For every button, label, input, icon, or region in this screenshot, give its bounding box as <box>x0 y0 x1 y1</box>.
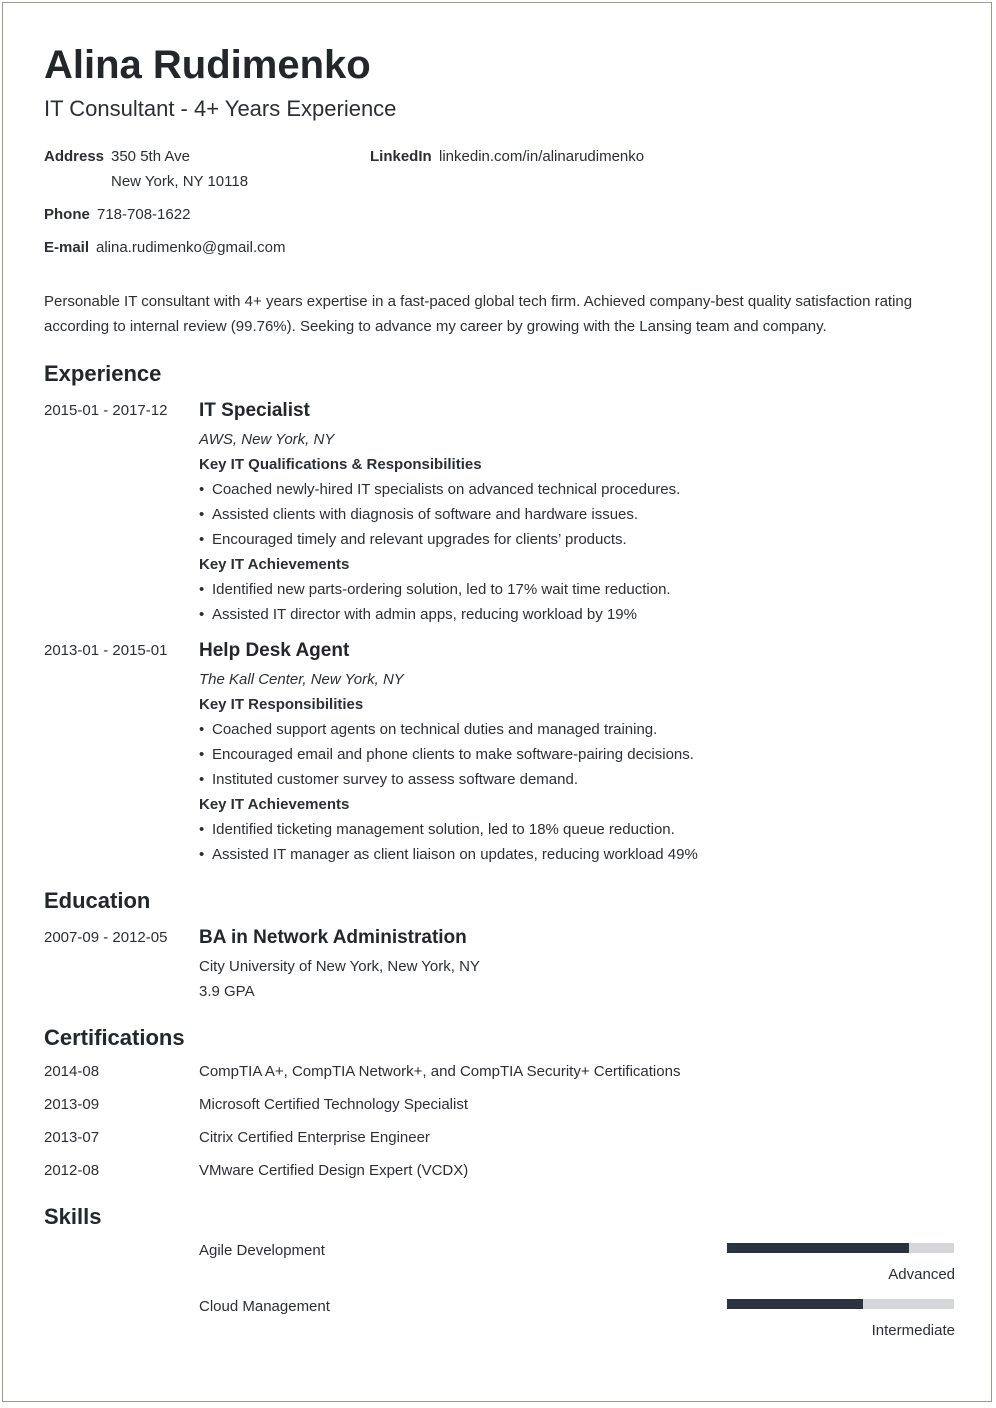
address-label: Address <box>44 148 105 165</box>
job-dates: 2015-01 - 2017-12 <box>44 402 168 419</box>
skill-name: Cloud Management <box>199 1298 330 1315</box>
gpa: 3.9 GPA <box>199 983 255 1000</box>
resume-page <box>2 2 992 1402</box>
email-link[interactable]: alina.rudimenko@gmail.com <box>96 239 286 256</box>
list-item: • Identified new parts-ordering solution, led to 17% wait time reduction. <box>199 581 671 598</box>
skills-heading: Skills <box>44 1204 102 1229</box>
job-dates: 2013-01 - 2015-01 <box>44 642 168 659</box>
skill-level-label: Intermediate <box>871 1322 955 1339</box>
list-item: • Encouraged email and phone clients to make software-pairing decisions. <box>199 746 694 763</box>
candidate-name: Alina Rudimenko <box>44 43 371 87</box>
job-company: AWS, New York, NY <box>199 431 335 448</box>
cert-name: Citrix Certified Enterprise Engineer <box>199 1129 430 1146</box>
cert-name: CompTIA A+, CompTIA Network+, and CompTIA Security+ Certifications <box>199 1063 681 1080</box>
list-item: • Assisted IT director with admin apps, reducing workload by 19% <box>199 606 637 623</box>
email-label: E-mail <box>44 239 90 256</box>
linkedin-label: LinkedIn <box>370 148 432 165</box>
skill-level-bar <box>727 1243 954 1253</box>
cert-date: 2014-08 <box>44 1063 100 1080</box>
education-heading: Education <box>44 888 151 913</box>
job-subheading: Key IT Qualifications & Responsibilities <box>199 456 482 473</box>
certifications-heading: Certifications <box>44 1025 185 1050</box>
candidate-title: IT Consultant - 4+ Years Experience <box>44 96 397 121</box>
list-item: • Coached newly-hired IT specialists on advanced technical procedures. <box>199 481 681 498</box>
phone-value: 718-708-1622 <box>97 206 191 223</box>
list-item: • Encouraged timely and relevant upgrades for clients’ products. <box>199 531 627 548</box>
school-name: City University of New York, New York, NY <box>199 958 480 975</box>
education-dates: 2007-09 - 2012-05 <box>44 929 168 946</box>
cert-date: 2013-07 <box>44 1129 100 1146</box>
job-title: Help Desk Agent <box>199 640 350 661</box>
job-company: The Kall Center, New York, NY <box>199 671 404 688</box>
cert-name: Microsoft Certified Technology Specialist <box>199 1096 469 1113</box>
phone-label: Phone <box>44 206 90 223</box>
job-title: IT Specialist <box>199 400 310 421</box>
list-item: • Assisted IT manager as client liaison on updates, reducing workload 49% <box>199 846 698 863</box>
skill-level-fill <box>727 1299 863 1309</box>
list-item: • Assisted clients with diagnosis of software and hardware issues. <box>199 506 639 523</box>
cert-date: 2012-08 <box>44 1162 100 1179</box>
skill-level-label: Advanced <box>888 1266 955 1283</box>
list-item: • Instituted customer survey to assess software demand. <box>199 771 578 788</box>
cert-date: 2013-09 <box>44 1096 100 1113</box>
cert-name: VMware Certified Design Expert (VCDX) <box>199 1162 469 1179</box>
address-line1: 350 5th Ave <box>111 148 190 165</box>
list-item: • Identified ticketing management solution, led to 18% queue reduction. <box>199 821 675 838</box>
job-subheading: Key IT Achievements <box>199 556 350 573</box>
skill-name: Agile Development <box>199 1242 325 1259</box>
profile-summary: Personable IT consultant with 4+ years expertise in a fast-paced global tech firm. Achieved company-best quality satisfaction rating according to internal review (99.76%). Seeking to advance my career by growing with the Lansing team and company. <box>44 293 913 335</box>
skill-level-bar <box>727 1299 954 1309</box>
linkedin-link[interactable]: linkedin.com/in/alinarudimenko <box>439 148 645 165</box>
job-subheading: Key IT Achievements <box>199 796 350 813</box>
job-subheading: Key IT Responsibilities <box>199 696 364 713</box>
list-item: • Coached support agents on technical duties and managed training. <box>199 721 658 738</box>
skill-level-fill <box>727 1243 909 1253</box>
degree-title: BA in Network Administration <box>199 927 467 948</box>
experience-heading: Experience <box>44 361 162 386</box>
address-line2: New York, NY 10118 <box>111 173 249 190</box>
